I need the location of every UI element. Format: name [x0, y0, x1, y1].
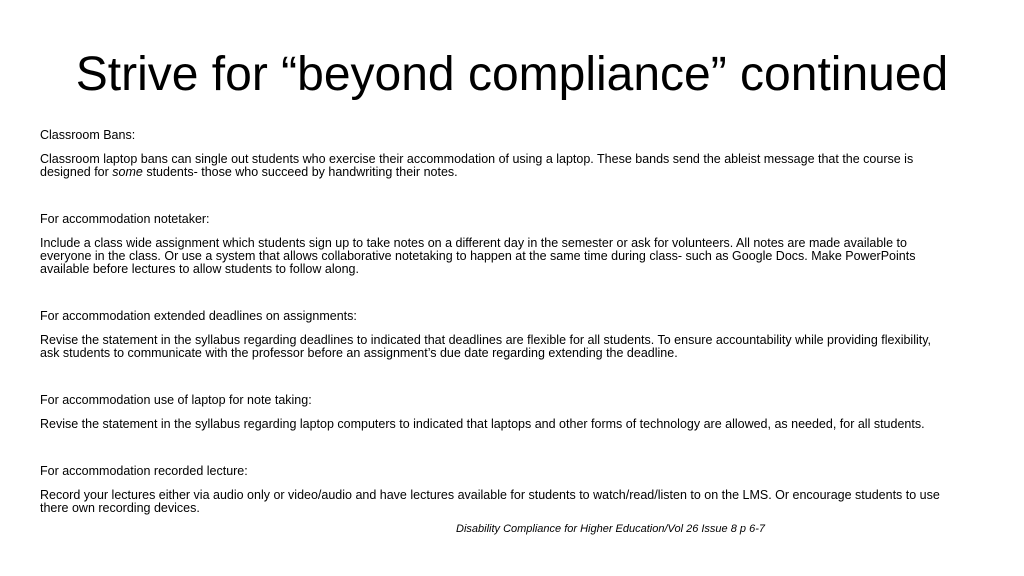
section-body: Include a class wide assignment which students sign up to take notes on a different day in the semester or ask for volunteers. All notes are made available to everyone in the class. Or use a system that allows collaborative notetaking to happen at the same time during class- such as Google Docs. Make PowerPoints available before lectures to allow students to follow along. [40, 236, 916, 276]
section-heading: For accommodation recorded lecture: [40, 464, 248, 478]
citation: Disability Compliance for Higher Education/Vol 26 Issue 8 p 6-7 [456, 523, 765, 535]
section-notetaker [40, 213, 952, 276]
section-laptop-note-taking [40, 394, 952, 431]
slide-content [40, 129, 952, 515]
section-body: Revise the statement in the syllabus regarding deadlines to indicated that deadlines are flexible for all students. To ensure accountability while providing flexibility, ask students to communicate with the professor before an assignment’s due date regarding extending the deadline. [40, 333, 932, 360]
section-body-text: students- those who succeed by handwriting their notes. [142, 165, 458, 179]
section-heading: For accommodation extended deadlines on assignments: [40, 309, 357, 323]
section-body: Record your lectures either via audio only or video/audio and have lectures available for students to watch/read/listen to on the LMS. Or encourage students to use there own recording devices. [40, 488, 940, 515]
section-body: Revise the statement in the syllabus regarding laptop computers to indicated that laptops and other forms of technology are allowed, as needed, for all students. [40, 417, 925, 431]
slide-title: Strive for “beyond compliance” continued [75, 48, 949, 101]
section-body-emphasis: some [112, 165, 143, 179]
section-extended-deadlines [40, 310, 952, 360]
section-body [40, 153, 952, 179]
section-recorded-lecture [40, 465, 952, 515]
section-body-text: Classroom laptop bans can single out students who exercise their accommodation of using a laptop. These bands send the ableist message that the course is designed for [40, 152, 914, 179]
section-heading: Classroom Bans: [40, 128, 136, 142]
section-heading: For accommodation use of laptop for note taking: [40, 393, 312, 407]
section-heading: For accommodation notetaker: [40, 212, 210, 226]
section-classroom-bans [40, 129, 952, 179]
